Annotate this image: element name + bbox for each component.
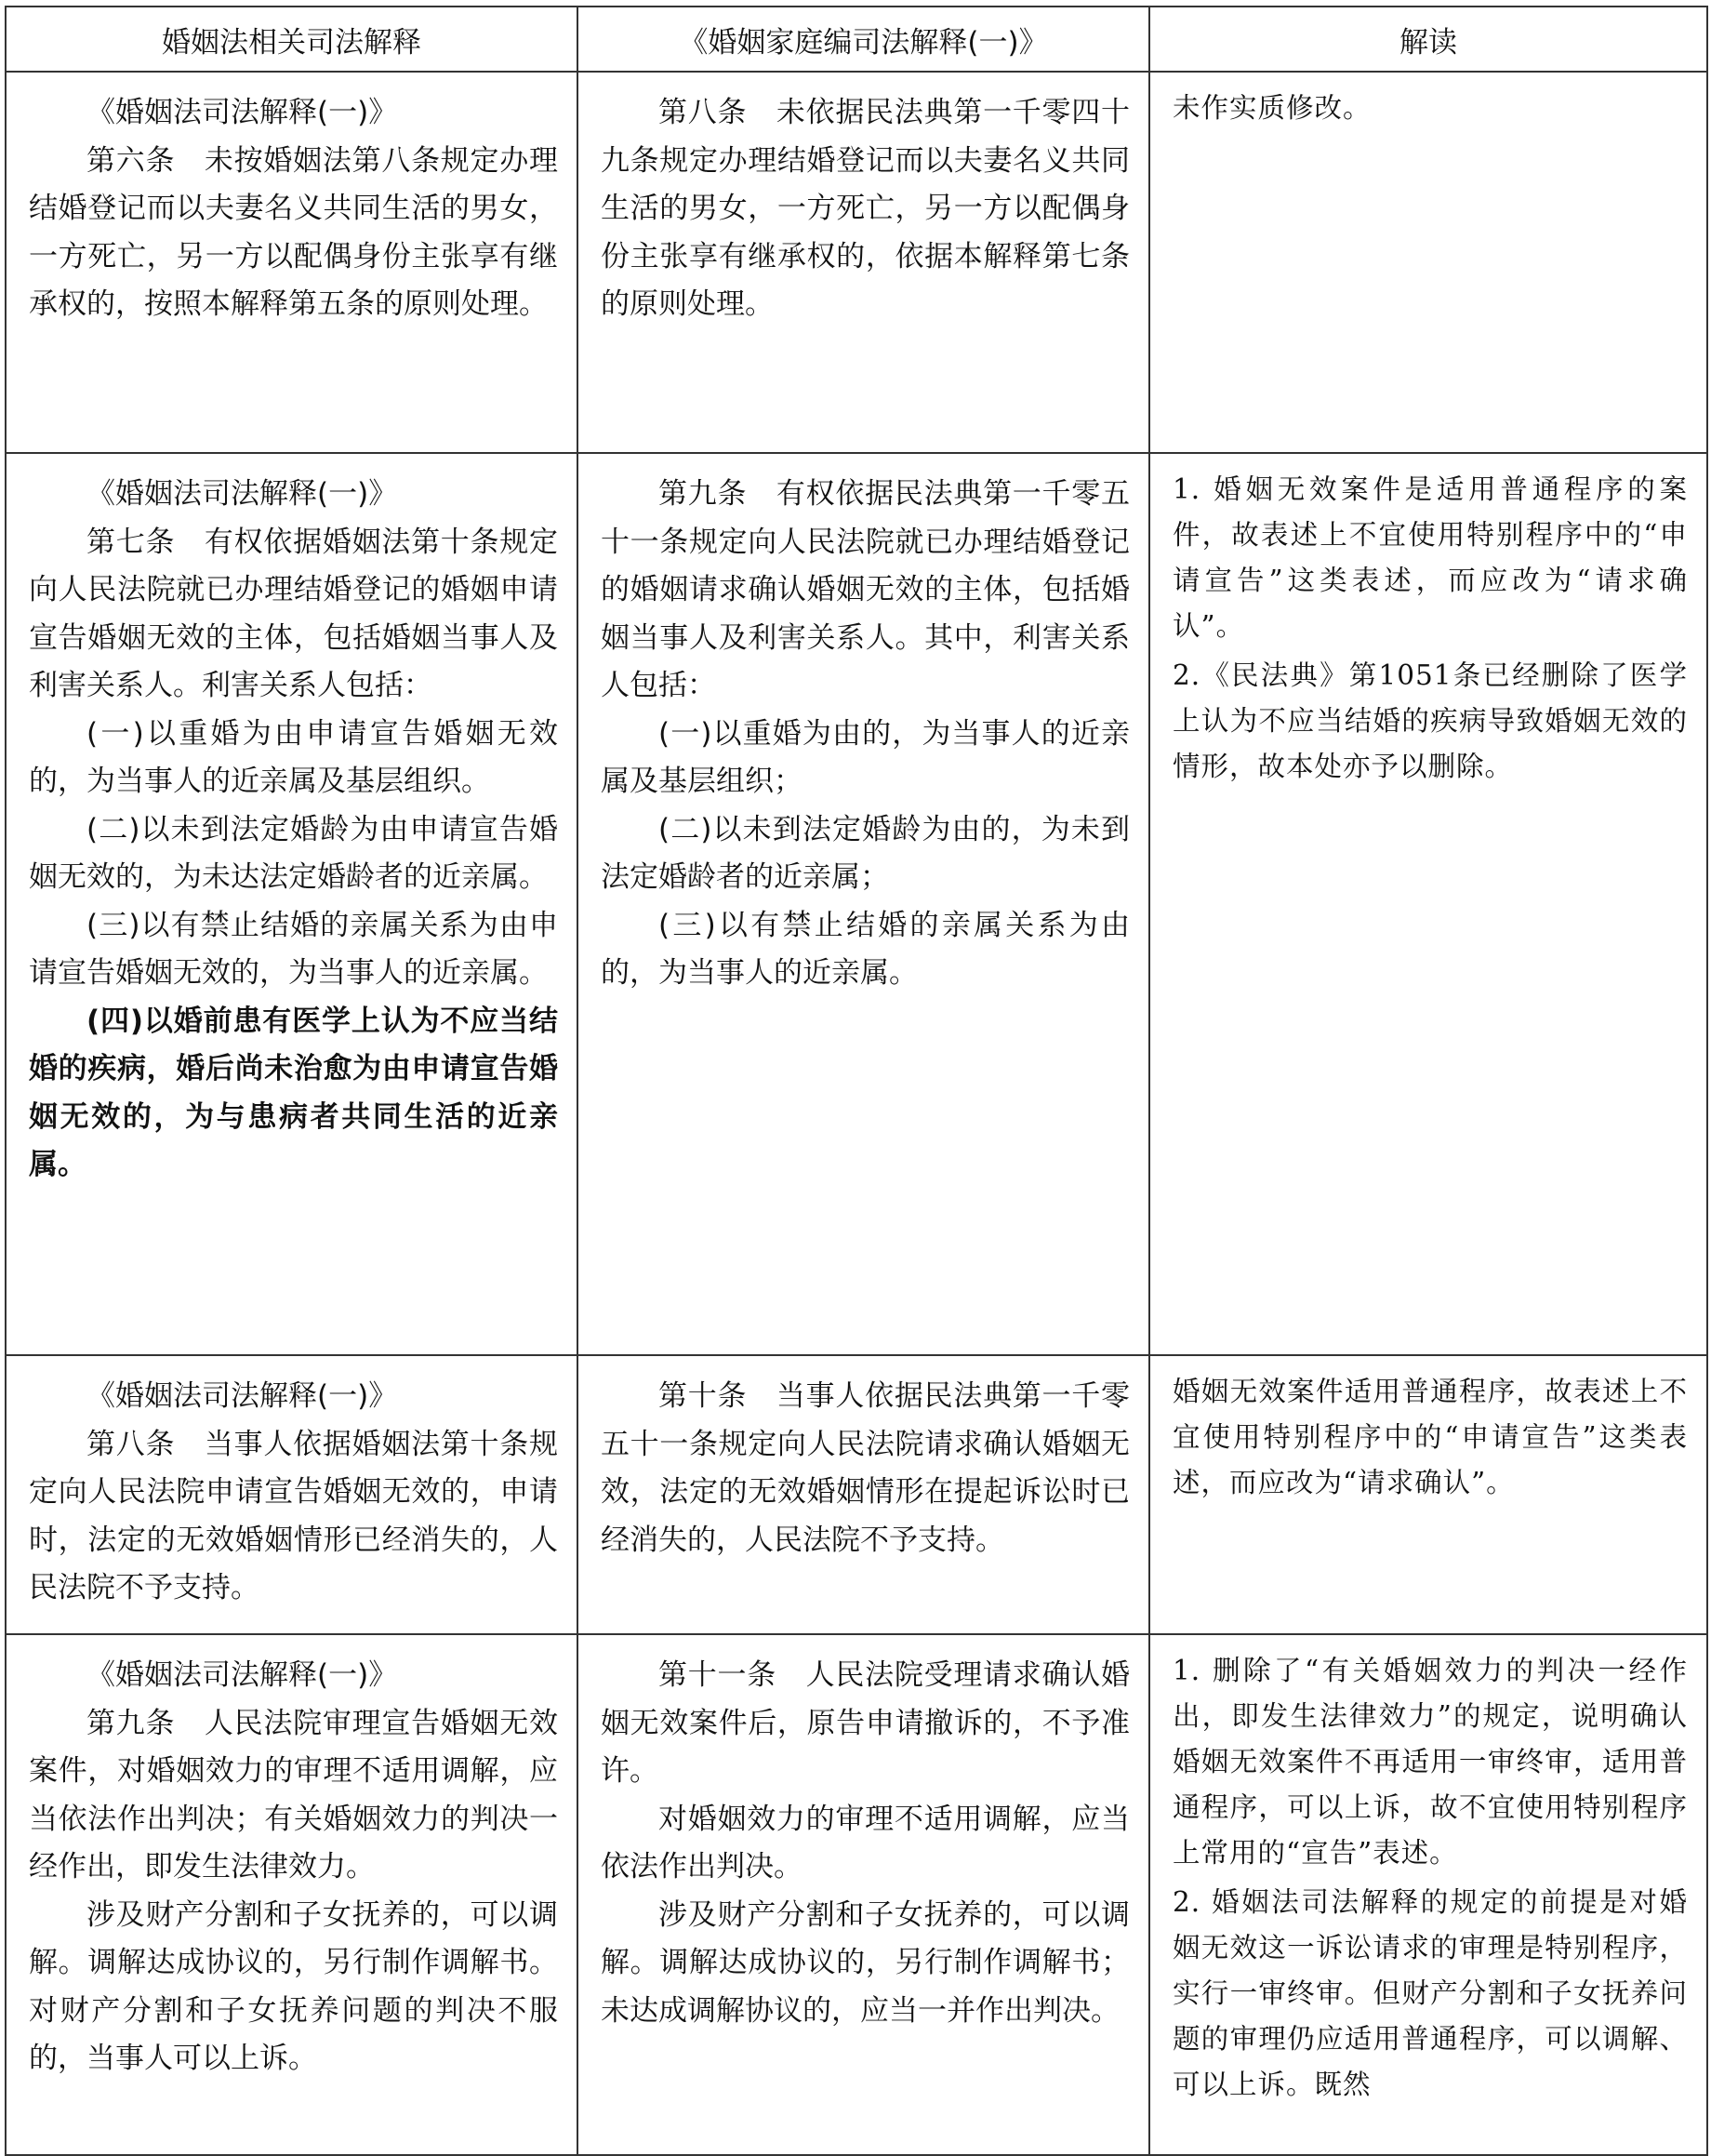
old-text-cell — [6, 1634, 577, 2155]
source-title: 《婚姻法司法解释(一)》 — [86, 1379, 398, 1413]
article-text: 第六条 未按婚姻法第八条规定办理结婚登记而以夫妻名义共同生活的男女，一方死亡，另一方以配偶身份主张享有继承权的，按照本解释第五条的原则处理。 — [29, 143, 558, 321]
article-item: (三)以有禁止结婚的亲属关系为由申请宣告婚姻无效的，为当事人的近亲属。 — [29, 908, 558, 990]
new-text-cell — [577, 453, 1149, 1355]
header-row — [6, 7, 1707, 72]
commentary-cell — [1149, 72, 1707, 453]
article-text: 第十一条 人民法院受理请求确认婚姻无效案件后，原告申请撤诉的，不予准许。 — [601, 1658, 1130, 1788]
article-text: 第八条 未依据民法典第一千零四十九条规定办理结婚登记而以夫妻名义共同生活的男女，一方死亡，另一方以配偶身份主张享有继承权的，依据本解释第七条的原则处理。 — [601, 96, 1130, 321]
commentary-text: 未作实质修改。 — [1173, 92, 1372, 124]
commentary-text: 1. 删除了“有关婚姻效力的判决一经作出，即发生法律效力”的规定，说明确认婚姻无效案件不再适用一审终审，适用普通程序，可以上诉，故不宜使用特别程序上常用的“宣告”表述。 — [1173, 1655, 1688, 1869]
commentary-text: 1. 婚姻无效案件是适用普通程序的案件，故表述上不宜使用特别程序中的“申请宣告”这类表述，而应改为“请求确认”。 — [1173, 473, 1688, 642]
commentary-text: 2.《民法典》第1051条已经删除了医学上认为不应当结婚的疾病导致婚姻无效的情形，故本处亦予以删除。 — [1173, 659, 1688, 782]
article-item: (一)以重婚为由申请宣告婚姻无效的，为当事人的近亲属及基层组织。 — [29, 716, 558, 798]
comparison-table — [5, 6, 1708, 2156]
header-commentary: 解读 — [1149, 7, 1707, 72]
commentary-cell — [1149, 1355, 1707, 1634]
source-title: 《婚姻法司法解释(一)》 — [86, 96, 398, 129]
article-text: 第八条 当事人依据婚姻法第十条规定向人民法院申请宣告婚姻无效的，申请时，法定的无效婚姻情形已经消失的，人民法院不予支持。 — [29, 1427, 558, 1604]
article-text: 涉及财产分割和子女抚养的，可以调解。调解达成协议的，另行制作调解书。对财产分割和子女抚养问题的判决不服的，当事人可以上诉。 — [29, 1897, 558, 2075]
new-text-cell — [577, 72, 1149, 453]
commentary-text: 2. 婚姻法司法解释的规定的前提是对婚姻无效这一诉讼请求的审理是特别程序，实行一审终审。但财产分割和子女抚养问题的审理仍应适用普通程序，可以调解、可以上诉。既然 — [1173, 1886, 1688, 2100]
table-row — [6, 1355, 1707, 1634]
source-title: 《婚姻法司法解释(一)》 — [86, 477, 398, 511]
article-item: (三)以有禁止结婚的亲属关系为由的，为当事人的近亲属。 — [601, 908, 1130, 990]
table-row — [6, 453, 1707, 1355]
article-text: 涉及财产分割和子女抚养的，可以调解。调解达成协议的，另行制作调解书；未达成调解协议的，应当一并作出判决。 — [601, 1897, 1130, 2028]
article-text: 第九条 有权依据民法典第一千零五十一条规定向人民法院就已办理结婚登记的婚姻请求确认婚姻无效的主体，包括婚姻当事人及利害关系人。其中，利害关系人包括： — [601, 477, 1130, 702]
article-item: (一)以重婚为由的，为当事人的近亲属及基层组织； — [601, 716, 1130, 798]
article-item: (二)以未到法定婚龄为由的，为未到法定婚龄者的近亲属； — [601, 812, 1130, 894]
article-item-deleted: (四)以婚前患有医学上认为不应当结婚的疾病，婚后尚未治愈为由申请宣告婚姻无效的，为与患病者共同生活的近亲属。 — [29, 1004, 558, 1181]
article-text: 第七条 有权依据婚姻法第十条规定向人民法院就已办理结婚登记的婚姻申请宣告婚姻无效的主体，包括婚姻当事人及利害关系人。利害关系人包括： — [29, 525, 558, 702]
new-text-cell — [577, 1355, 1149, 1634]
commentary-cell — [1149, 1634, 1707, 2155]
table-row — [6, 1634, 1707, 2155]
table-row — [6, 72, 1707, 453]
new-text-cell — [577, 1634, 1149, 2155]
commentary-text: 婚姻无效案件适用普通程序，故表述上不宜使用特别程序中的“申请宣告”这类表述，而应改为“请求确认”。 — [1173, 1376, 1688, 1498]
source-title: 《婚姻法司法解释(一)》 — [86, 1658, 398, 1692]
article-text: 第十条 当事人依据民法典第一千零五十一条规定向人民法院请求确认婚姻无效，法定的无效婚姻情形在提起诉讼时已经消失的，人民法院不予支持。 — [601, 1379, 1130, 1557]
old-text-cell — [6, 72, 577, 453]
article-text: 第九条 人民法院审理宣告婚姻无效案件，对婚姻效力的审理不适用调解，应当依法作出判决；有关婚姻效力的判决一经作出，即发生法律效力。 — [29, 1706, 558, 1883]
commentary-cell — [1149, 453, 1707, 1355]
article-item: (二)以未到法定婚龄为由申请宣告婚姻无效的，为未达法定婚龄者的近亲属。 — [29, 812, 558, 894]
old-text-cell — [6, 1355, 577, 1634]
header-old-interpretation: 婚姻法相关司法解释 — [6, 7, 577, 72]
article-text: 对婚姻效力的审理不适用调解，应当依法作出判决。 — [601, 1802, 1130, 1883]
header-new-interpretation: 《婚姻家庭编司法解释(一)》 — [577, 7, 1149, 72]
old-text-cell — [6, 453, 577, 1355]
